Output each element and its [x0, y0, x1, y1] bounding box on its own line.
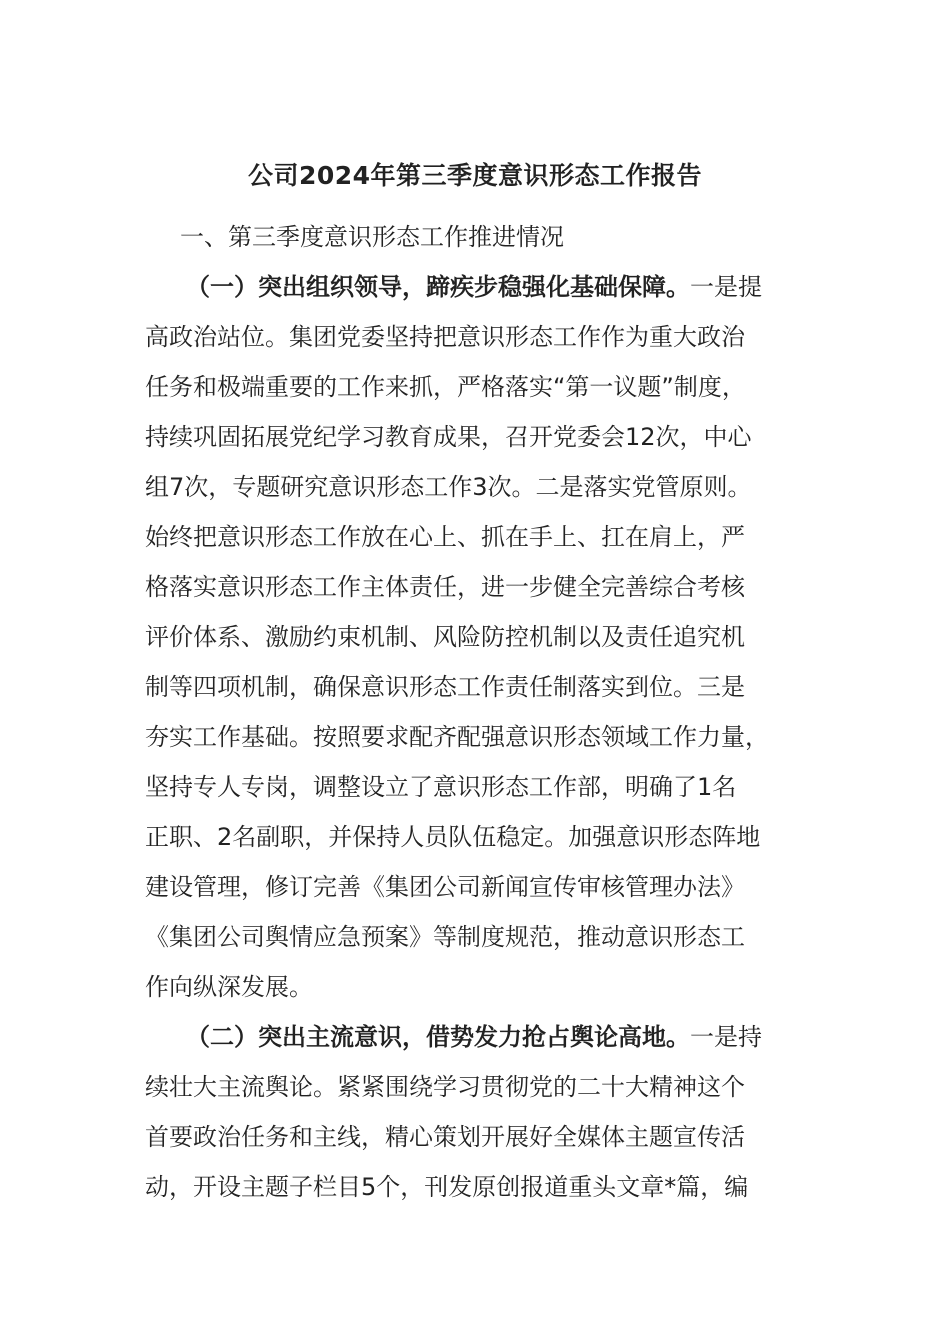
paragraph-1-line: 夯实工作基础。按照要求配齐配强意识形态领域工作力量，: [145, 723, 769, 751]
paragraph-1-first-line-rest: 一是提: [690, 273, 762, 301]
paragraph-2-first-line-rest: 一是持: [690, 1023, 762, 1051]
paragraph-1-line: 评价体系、激励约束机制、风险防控机制以及责任追究机: [145, 623, 745, 651]
paragraph-2: [145, 1012, 825, 1212]
paragraph-2-lead: （二）突出主流意识，借势发力抢占舆论高地。: [186, 1023, 690, 1051]
paragraph-1-line: 高政治站位。集团党委坚持把意识形态工作作为重大政治: [145, 323, 745, 351]
paragraph-1: [145, 262, 825, 1012]
paragraph-1-lead: （一）突出组织领导，蹄疾步稳强化基础保障。: [186, 273, 690, 301]
paragraph-1-line: 作向纵深发展。: [145, 973, 313, 1001]
document-title: 公司2024年第三季度意识形态工作报告: [247, 161, 703, 190]
paragraph-1-line: 持续巩固拓展党纪学习教育成果，召开党委会12次，中心: [145, 423, 752, 451]
paragraph-2-line: 续壮大主流舆论。紧紧围绕学习贯彻党的二十大精神这个: [145, 1073, 745, 1101]
paragraph-1-line: 正职、2名副职，并保持人员队伍稳定。加强意识形态阵地: [145, 823, 761, 851]
paragraph-1-line: 始终把意识形态工作放在心上、抓在手上、扛在肩上，严: [145, 523, 745, 551]
paragraph-1-line: 《集团公司舆情应急预案》等制度规范，推动意识形态工: [145, 923, 745, 951]
section-heading: 一、第三季度意识形态工作推进情况: [180, 223, 564, 251]
paragraph-1-line: 坚持专人专岗，调整设立了意识形态工作部，明确了1名: [145, 773, 737, 801]
paragraph-2-first-line: [145, 1012, 825, 1062]
paragraph-1-line: 建设管理，修订完善《集团公司新闻宣传审核管理办法》: [145, 873, 745, 901]
paragraph-1-line: 组7次，专题研究意识形态工作3次。二是落实党管原则。: [145, 473, 752, 501]
paragraph-2-line: 动，开设主题子栏目5个，刊发原创报道重头文章*篇，编: [145, 1173, 749, 1201]
paragraph-1-line: 制等四项机制，确保意识形态工作责任制落实到位。三是: [145, 673, 745, 701]
paragraph-2-line: 首要政治任务和主线，精心策划开展好全媒体主题宣传活: [145, 1123, 745, 1151]
paragraph-1-first-line: [145, 262, 825, 312]
paragraph-1-line: 任务和极端重要的工作来抓，严格落实“第一议题”制度，: [145, 373, 746, 401]
paragraph-1-line: 格落实意识形态工作主体责任，进一步健全完善综合考核: [145, 573, 745, 601]
